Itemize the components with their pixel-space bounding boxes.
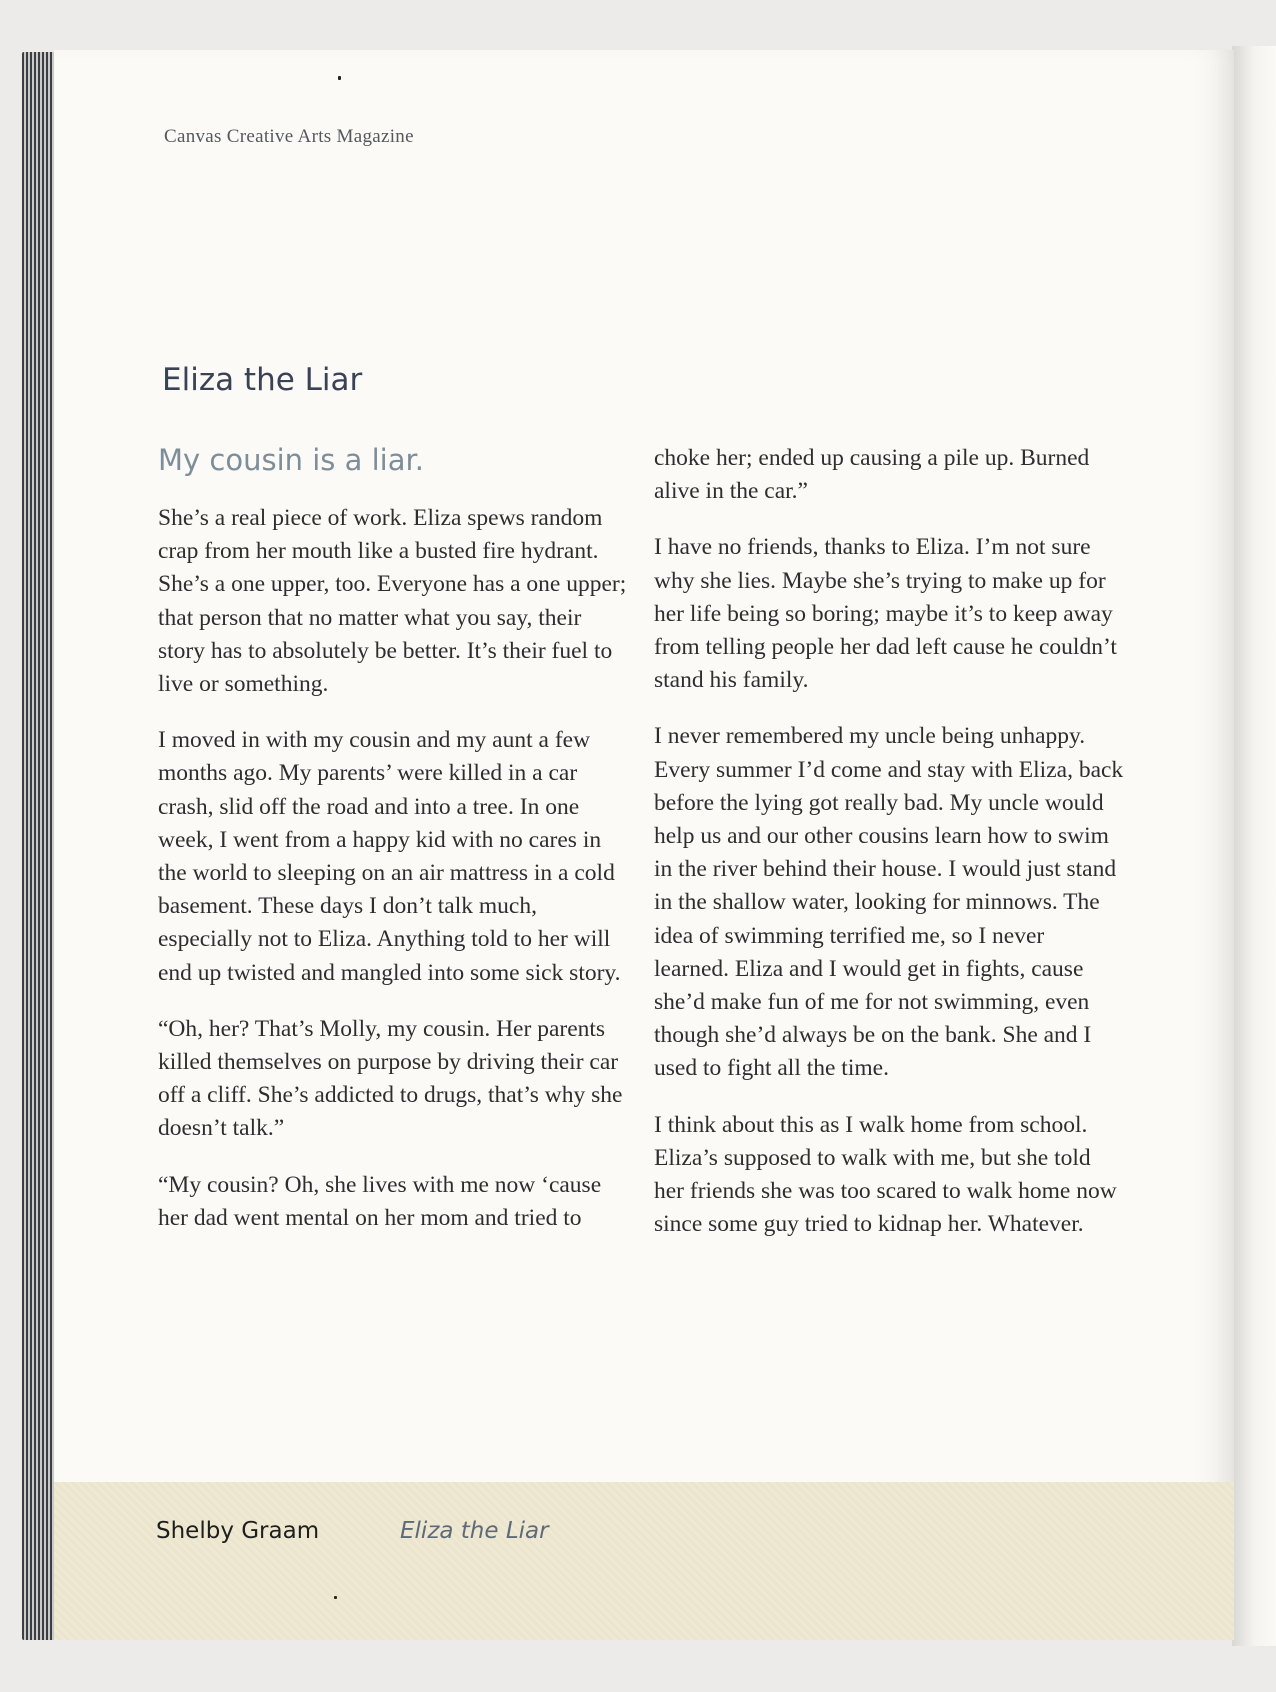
facing-page-edge: [1232, 46, 1276, 1646]
left-column: [158, 440, 628, 1258]
footer-band: [54, 1482, 1234, 1640]
paragraph: I have no friends, thanks to Eliza. I’m not sure why she lies. Maybe she’s trying to make up for her life being so boring; maybe it’s to keep away from telling people her dad left cause he couldn’t stand his family.: [654, 534, 1117, 694]
paragraph: I moved in with my cousin and my aunt a few months ago. My parents’ were killed in a car crash, slid off the road and into a tree. In one week, I went from a happy kid with no cares in the world to sleeping on an air mattress in a cold basement. These days I don’t talk much, especially not to Eliza. Anything told to her will end up twisted and mangled into some sick story.: [158, 727, 621, 986]
paragraph: choke her; ended up causing a pile up. Burned alive in the car.”: [654, 445, 1090, 505]
story-body: [158, 440, 1168, 1320]
scan-speck: [334, 1596, 337, 1599]
right-column: [654, 442, 1124, 1264]
magazine-page: [54, 50, 1234, 1640]
story-subtitle: My cousin is a liar.: [158, 443, 424, 477]
footer-story-title: Eliza the Liar: [400, 1518, 549, 1544]
paragraph: She’s a real piece of work. Eliza spews random crap from her mouth like a busted fire hydrant. She’s a one upper, too. Everyone has a one upper; that person that no matter what you say, their story has to absolutely be better. It’s their fuel to live or something.: [158, 505, 627, 698]
footer-author: Shelby Graam: [156, 1518, 320, 1544]
scan-speck: [338, 76, 341, 80]
paragraph: “Oh, her? That’s Molly, my cousin. Her parents killed themselves on purpose by driving their car off a cliff. She’s addicted to drugs, that’s why she doesn’t talk.”: [158, 1015, 623, 1142]
paragraph: I think about this as I walk home from school. Eliza’s supposed to walk with me, but she told her friends she was too scared to walk home now since some guy tried to kidnap her. Whatever.: [654, 1111, 1117, 1238]
running-head: Canvas Creative Arts Magazine: [164, 126, 414, 147]
story-title: Eliza the Liar: [162, 362, 363, 398]
paragraph: “My cousin? Oh, she lives with me now ‘cause her dad went mental on her mom and tried to: [158, 1171, 602, 1231]
paragraph: I never remembered my uncle being unhappy. Every summer I’d come and stay with Eliza, back before the lying got really bad. My uncle would help us and our other cousins learn how to swim in the river behind their house. I would just stand in the shallow water, looking for minnows. The idea of swimming terrified me, so I never learned. Eliza and I would get in fights, cause she’d make fun of me for not swimming, even though she’d always be on the bank. She and I used to fight all the time.: [654, 723, 1124, 1082]
